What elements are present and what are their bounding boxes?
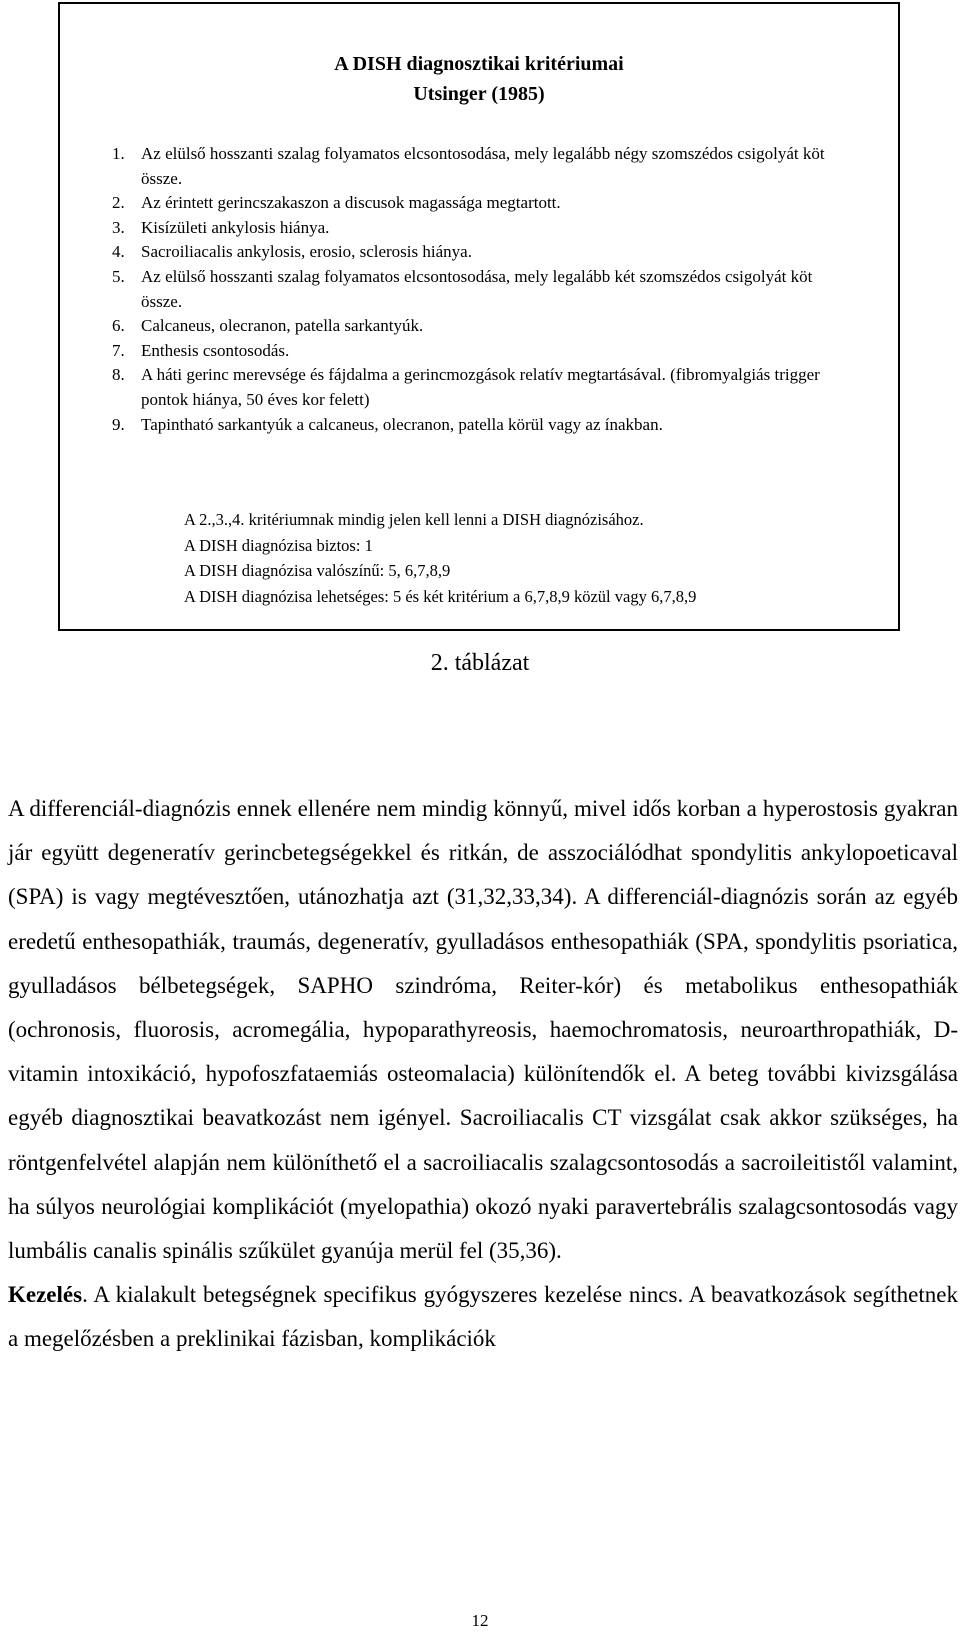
criterion-item: [112, 413, 852, 438]
criterion-item: [112, 191, 852, 216]
dish-criteria-table: [58, 2, 900, 631]
criterion-number: 9.: [112, 414, 125, 434]
paragraph-differential-diagnosis: A differenciál-diagnózis ennek ellenére nem mindig könnyű, mivel idős korban a hyperostosis gyakran jár együtt degeneratív gerincbetegségekkel és ritkán, de asszociálódhat spondylitis ankylopoeticaval (SPA) is vagy megtévesztően, utánozhatja azt (31,32,33,34). A differenciál-diagnózis során az egyéb eredetű enthesopathiák, traumás, degeneratív, gyulladásos enthesopathiák (SPA, spondylitis psoriatica, gyulladásos bélbetegségek, SAPHO szindróma, Reiter-kór) és metabolikus enthesopathiák (ochronosis, fluorosis, acromegália, hypoparathyreosis, haemochromatosis, neuroarthropathiák, D-vitamin intoxikáció, hypofoszfataemiás osteomalacia) különítendők el. A beteg további kivizsgálása egyéb diagnosztikai beavatkozást nem igényel. Sacroiliacalis CT vizsgálat csak akkor szükséges, ha röntgenfelvétel alapján nem különíthető el a sacroiliacalis szalagcsontosodás a sacroileitistől valamint, ha súlyos neurológiai komplikációt (myelopathia) okozó nyaki paravertebrális szalagcsontosodás vagy lumbális canalis spinális szűkület gyanúja merül fel (35,36).: [8, 796, 958, 1264]
table-title: A DISH diagnosztikai kritériumai: [334, 53, 624, 75]
criterion-text: Az elülső hosszanti szalag folyamatos elcsontosodása, mely legalább két szomszédos csigolyát köt össze.: [141, 266, 813, 311]
table-caption: 2. táblázat: [430, 650, 530, 676]
criterion-text: Enthesis csontosodás.: [141, 340, 290, 360]
treatment-text: . A kialakult betegségnek specifikus gyógyszeres kezelése nincs. A beavatkozások segíthetnek a megelőzésben a preklinikai fázisban, komplikációk: [8, 1282, 958, 1352]
note-line: A DISH diagnózisa valószínű: 5, 6,7,8,9: [184, 561, 451, 580]
table-author: Utsinger (1985): [413, 83, 545, 105]
criterion-number: 7.: [112, 340, 125, 360]
criterion-number: 5.: [112, 266, 125, 286]
criterion-number: 3.: [112, 217, 125, 237]
diagnosis-notes: [184, 507, 696, 609]
note-line: A 2.,3.,4. kritériumnak mindig jelen kell lenni a DISH diagnózisához.: [184, 510, 644, 529]
criterion-item: [112, 339, 852, 364]
criteria-list: [112, 142, 852, 437]
criterion-number: 1.: [112, 144, 125, 163]
criterion-text: Az elülső hosszanti szalag folyamatos elcsontosodása, mely legalább négy szomszédos csigolyát köt össze.: [141, 144, 825, 188]
criterion-text: Calcaneus, olecranon, patella sarkantyúk.: [141, 316, 424, 336]
criterion-text: Tapintható sarkantyúk a calcaneus, olecranon, patella körül vagy az ínakban.: [141, 414, 663, 434]
treatment-heading: Kezelés: [8, 1282, 83, 1308]
body-text: [8, 787, 958, 1362]
criterion-number: 6.: [112, 316, 125, 336]
criterion-text: A háti gerinc merevsége és fájdalma a gerincmozgások relatív megtartásával. (fibromyalgiás trigger pontok hiánya, 50 éves kor felett): [141, 365, 820, 409]
criterion-text: Kisízületi ankylosis hiánya.: [141, 217, 330, 237]
criterion-item: [112, 240, 852, 265]
criterion-text: Sacroiliacalis ankylosis, erosio, sclerosis hiánya.: [141, 242, 472, 262]
note-line: A DISH diagnózisa biztos: 1: [184, 535, 373, 555]
criterion-number: 4.: [112, 242, 125, 262]
criterion-number: 2.: [112, 193, 125, 213]
note-line: A DISH diagnózisa lehetséges: 5 és két kritérium a 6,7,8,9 közül vagy 6,7,8,9: [184, 586, 697, 606]
criterion-item: [112, 265, 852, 314]
criterion-number: 8.: [112, 365, 125, 385]
criterion-text: Az érintett gerincszakaszon a discusok magassága megtartott.: [141, 193, 561, 213]
criterion-item: [112, 314, 852, 339]
paragraph-treatment: [8, 1273, 958, 1361]
criterion-item: [112, 216, 852, 241]
criterion-item: [112, 142, 852, 191]
page-number: 12: [471, 1611, 489, 1630]
criterion-item: [112, 363, 852, 412]
